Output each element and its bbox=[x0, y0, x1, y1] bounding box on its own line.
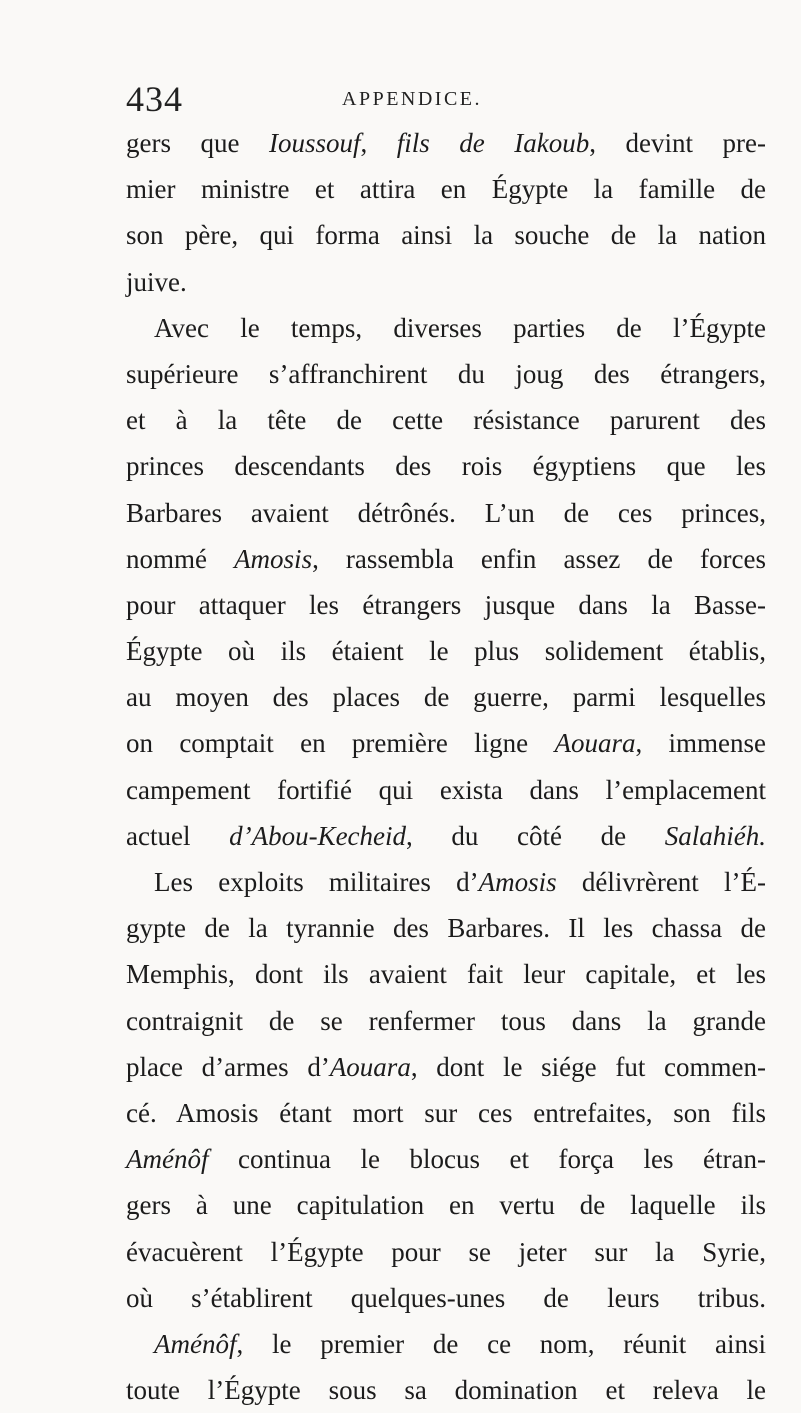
text-line bbox=[126, 259, 766, 305]
text-span: Les exploits militaires d’ bbox=[154, 867, 479, 897]
text-line bbox=[126, 767, 766, 813]
text-line bbox=[126, 1090, 766, 1136]
text-span: mier ministre et attira en Égypte la famille de bbox=[126, 174, 766, 205]
text-span: toute l’Égypte sous sa domination et releva le bbox=[126, 1375, 766, 1406]
text-span: évacuèrent l’Égypte pour se jeter sur la Syrie, bbox=[126, 1236, 766, 1267]
text-span: campement fortifié qui exista dans l’emplacement bbox=[126, 774, 766, 805]
text-span: son père, qui forma ainsi la souche de la nation bbox=[126, 220, 766, 251]
italic-text: Ioussouf bbox=[269, 128, 361, 158]
text-line bbox=[126, 490, 766, 536]
text-line bbox=[126, 1229, 766, 1275]
page-number: 434 bbox=[126, 79, 183, 119]
text-span: , immense bbox=[635, 728, 766, 759]
text-span: gers à une capitulation en vertu de laquelle ils bbox=[126, 1190, 766, 1221]
text-span: , dont le siége fut commen- bbox=[410, 1051, 766, 1082]
text-line bbox=[126, 1367, 766, 1413]
italic-text: Aouara bbox=[554, 728, 636, 759]
text-line bbox=[126, 720, 766, 766]
text-span: supérieure s’affranchirent du joug des étrangers, bbox=[126, 358, 766, 389]
text-span: cé. Amosis étant mort sur ces entrefaites, son fils bbox=[126, 1097, 766, 1128]
text-span: actuel bbox=[126, 820, 230, 851]
text-line bbox=[126, 951, 766, 997]
italic-text: fils de Iakoub bbox=[396, 128, 590, 158]
text-span: gypte de la tyrannie des Barbares. Il les chassa de bbox=[126, 913, 766, 944]
text-line bbox=[126, 628, 766, 674]
text-span: Barbares avaient détrônés. L’un de ces princes, bbox=[126, 497, 766, 528]
text-line bbox=[126, 166, 766, 212]
text-line bbox=[126, 1321, 766, 1367]
body-text bbox=[126, 120, 766, 1413]
text-span: , devint pre- bbox=[589, 128, 767, 158]
text-span: Memphis, dont ils avaient fait leur capitale, et les bbox=[126, 959, 766, 990]
text-span: gers que bbox=[126, 128, 269, 158]
italic-text: Salahiéh. bbox=[664, 820, 766, 851]
italic-text: Amosis bbox=[234, 543, 313, 574]
text-line bbox=[126, 397, 766, 443]
text-span: , le premier de ce nom, réunit ainsi bbox=[236, 1328, 766, 1359]
text-span: , du côté de bbox=[406, 820, 665, 851]
text-span: place d’armes d’ bbox=[126, 1051, 330, 1082]
running-head: APPENDICE. bbox=[342, 88, 483, 110]
text-span: continua le blocus et força les étran- bbox=[208, 1144, 766, 1175]
text-line bbox=[126, 1044, 766, 1090]
page-header bbox=[126, 78, 766, 118]
text-span: princes descendants des rois égyptiens que les bbox=[126, 451, 766, 482]
italic-text: Aménôf bbox=[154, 1328, 237, 1359]
text-line bbox=[126, 212, 766, 258]
text-span: , rassembla enfin assez de forces bbox=[312, 543, 766, 574]
text-line bbox=[126, 351, 766, 397]
text-line bbox=[126, 813, 766, 859]
text-line bbox=[126, 674, 766, 720]
text-line bbox=[126, 1182, 766, 1228]
text-span: contraignit de se renfermer tous dans la grande bbox=[126, 1005, 766, 1036]
text-span: et à la tête de cette résistance parurent des bbox=[126, 405, 766, 436]
text-line bbox=[126, 905, 766, 951]
italic-text: Aouara bbox=[329, 1051, 411, 1082]
text-line bbox=[126, 859, 766, 905]
text-span: au moyen des places de guerre, parmi lesquelles bbox=[126, 682, 766, 713]
text-line bbox=[126, 582, 766, 628]
text-line bbox=[126, 1275, 766, 1321]
text-line bbox=[126, 443, 766, 489]
text-span: Égypte où ils étaient le plus solidement établis, bbox=[126, 636, 766, 667]
text-span: pour attaquer les étrangers jusque dans la Basse- bbox=[126, 589, 766, 620]
italic-text: Aménôf bbox=[126, 1144, 209, 1175]
text-span: nommé bbox=[126, 543, 235, 574]
text-line bbox=[126, 998, 766, 1044]
text-span: juive. bbox=[126, 266, 187, 297]
text-span: on comptait en première ligne bbox=[126, 728, 555, 759]
italic-text: Amosis bbox=[478, 867, 557, 897]
text-line bbox=[126, 536, 766, 582]
italic-text: d’Abou-Kecheid bbox=[229, 820, 407, 851]
text-span: délivrèrent l’É- bbox=[556, 867, 766, 897]
text-span: où s’établirent quelques-unes de leurs tribus. bbox=[126, 1282, 766, 1313]
text-span: , bbox=[360, 128, 397, 158]
text-line bbox=[126, 1136, 766, 1182]
text-span: Avec le temps, diverses parties de l’Égypte bbox=[154, 312, 766, 343]
text-line bbox=[126, 120, 766, 166]
text-line bbox=[126, 305, 766, 351]
